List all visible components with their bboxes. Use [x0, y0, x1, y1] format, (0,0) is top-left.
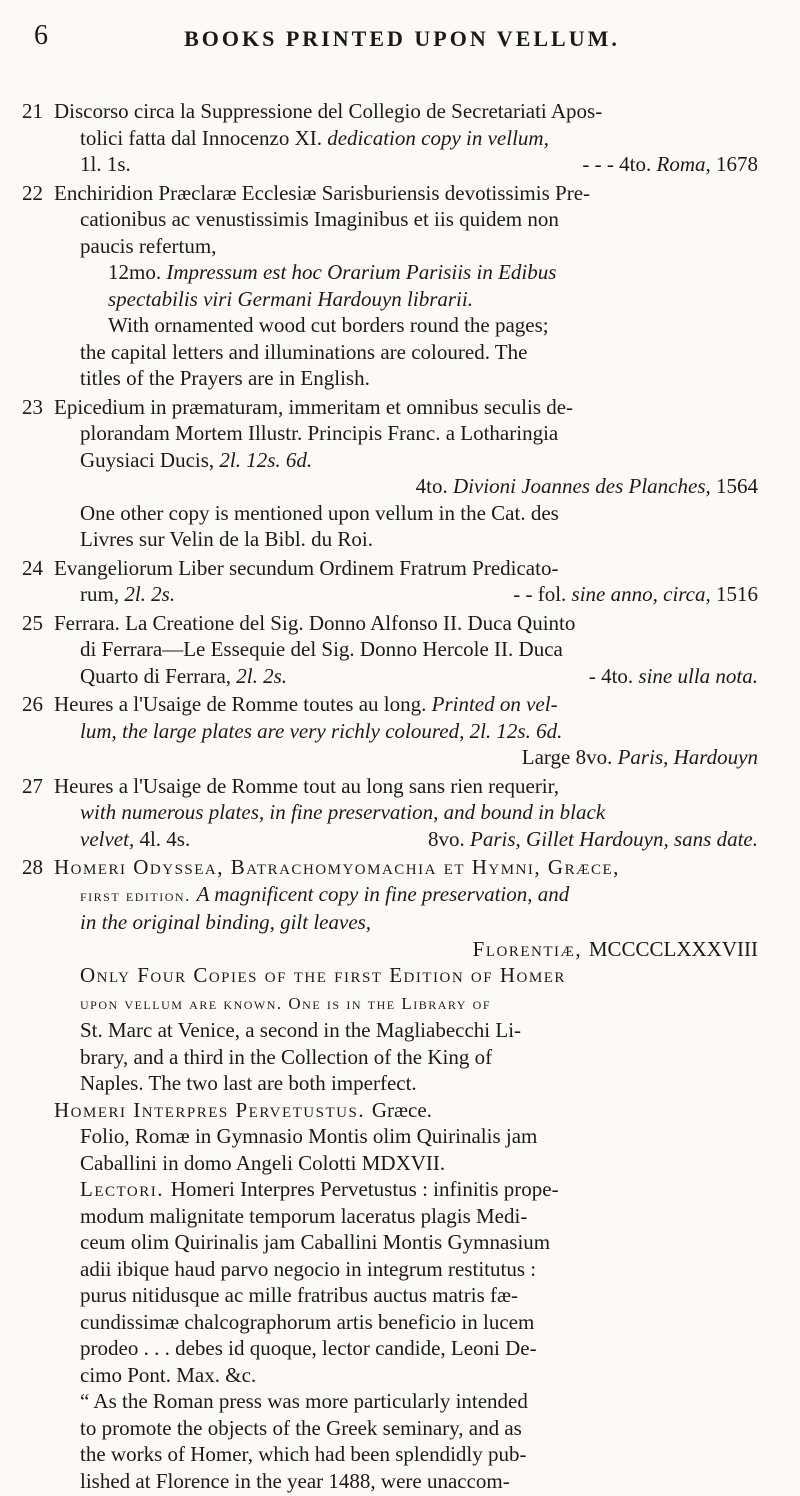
entry-place: Roma,	[656, 152, 711, 176]
note-line: cundissimæ chalcographorum artis beneficio in lucem	[80, 1309, 535, 1334]
note-line: Only Four Copies of the first Edition of Homer	[80, 963, 566, 987]
entry-format: 12mo.	[108, 260, 167, 284]
entry-price: 2l. 12s. 6d.	[219, 447, 313, 472]
catalogue-entry	[22, 773, 758, 853]
entry-format: 8vo.	[428, 826, 471, 851]
entry-format: 4to.	[415, 474, 453, 498]
note-line: ceum olim Quirinalis jam Caballini Montis Gymnasium	[80, 1230, 551, 1254]
entry-note: dedication copy in vellum,	[327, 125, 549, 150]
entry-number: 27	[22, 773, 43, 798]
entry-format: - - fol.	[513, 582, 572, 606]
entry-note: Printed on vel-	[431, 692, 558, 716]
catalogue-entry	[22, 180, 758, 392]
entry-text: Ferrara. La Creatione del Sig. Donno Alfonso II. Duca Quinto	[54, 610, 576, 635]
entry-imprint: Impressum est hoc Orarium Parisiis in Edibus	[166, 260, 557, 284]
note-line: brary, and a third in the Collection of the King of	[80, 1044, 493, 1069]
entry-note: A magnificent copy in fine preservation, and	[196, 881, 570, 906]
entry-text: cationibus ac venustissimis Imaginibus et iis quidem non	[80, 207, 559, 231]
catalogue-entry	[22, 555, 758, 608]
entry-number: 21	[22, 99, 43, 123]
entry-price: 4l. 4s.	[139, 826, 191, 851]
catalogue-entry	[22, 98, 758, 178]
entry-text: di Ferrara—Le Essequie del Sig. Donno Hercole II. Duca	[80, 637, 563, 661]
entry-year: 1678	[710, 152, 758, 176]
entry-imprint: Paris, Gillet Hardouyn, sans date.	[470, 826, 758, 851]
entry-note: velvet,	[80, 826, 140, 851]
entry-price: 1l. 1s.	[80, 152, 131, 176]
note-line: St. Marc at Venice, a second in the Magliabecchi Li-	[80, 1018, 522, 1042]
entry-text: first edition.	[80, 885, 197, 905]
note-line: Caballini in domo Angeli Colotti MDXVII.	[80, 1150, 446, 1175]
running-title: BOOKS PRINTED UPON VELLUM.	[184, 26, 620, 51]
note-line: Lectori.	[80, 1177, 171, 1201]
entry-imprint: Divioni Joannes des Planches,	[452, 474, 711, 498]
entry-year: MCCCCLXXXVIII	[588, 936, 758, 961]
page-number: 6	[34, 20, 49, 51]
entry-text: Enchiridion Præclaræ Ecclesiæ Sarisburiensis devotissimis Pre-	[54, 180, 591, 205]
copies-note	[54, 962, 758, 1097]
catalogue-entry	[22, 610, 758, 690]
entry-text: paucis refertum,	[80, 233, 217, 258]
entry-note: the capital letters and illuminations are coloured. The	[80, 339, 528, 364]
entry-note: With ornamented wood cut borders round the pages;	[108, 313, 549, 337]
catalogue-entry	[22, 394, 758, 553]
entry-year: 1516	[710, 582, 758, 606]
quote-line: to promote the objects of the Greek seminary, and as	[80, 1415, 522, 1440]
note-line: purus nitidusque ac mille fratribus auctus matris fæ-	[80, 1283, 518, 1307]
entry-text: tolici fatta dal Innocenzo XI.	[80, 125, 328, 150]
entry-imprint: Paris, Hardouyn	[617, 745, 758, 769]
note-line: prodeo . . . debes id quoque, lector candide, Leoni De-	[80, 1336, 537, 1360]
running-header	[34, 20, 770, 56]
entry-number: 26	[22, 692, 43, 716]
note-line: Folio, Romæ in Gymnasio Montis olim Quirinalis jam	[80, 1124, 538, 1148]
entry-text: Discorso circa la Suppressione del Collegio de Secretariati Apos-	[54, 99, 603, 123]
entry-note: in the original binding, gilt leaves,	[80, 910, 372, 934]
entry-format: - 4to.	[588, 663, 639, 688]
entry-year: 1564	[710, 474, 758, 498]
catalogue-entry	[22, 854, 758, 1494]
entry-text: Heures a l'Usaige de Romme tout au long sans rien requerir,	[54, 773, 560, 798]
entry-note: titles of the Prayers are in English.	[80, 366, 370, 390]
entry-imprint: Florentiæ,	[472, 936, 589, 961]
entry-text: Heures a l'Usaige de Romme toutes au long.	[54, 692, 432, 716]
entry-number: 28	[22, 855, 43, 879]
entry-note: with numerous plates, in fine preservation, and bound in black	[80, 800, 606, 824]
entry-number: 23	[22, 394, 43, 419]
entry-text: Homeri Odyssea, Batrachomyomachia et Hymni, Græce,	[54, 855, 620, 879]
entry-text: Guysiaci Ducis,	[80, 447, 220, 472]
entry-imprint: sine anno, circa,	[571, 582, 711, 606]
quote-line: “ As the Roman press was more particularly intended	[80, 1389, 528, 1413]
entry-number: 24	[22, 555, 43, 580]
entry-text: rum,	[80, 582, 125, 606]
entry-note: lum, the large plates are very richly coloured, 2l. 12s. 6d.	[80, 718, 563, 743]
entry-text: plorandam Mortem Illustr. Principis Franc. a Lotharingia	[80, 421, 559, 445]
quote-line: the works of Homer, which had been splendidly pub-	[80, 1442, 527, 1466]
sub-title: Græce.	[371, 1097, 432, 1122]
note-line: adii ibique haud parvo negocio in integrum restitutus :	[80, 1256, 537, 1281]
entry-note: Livres sur Velin de la Bibl. du Roi.	[80, 527, 374, 551]
catalogue-body	[22, 98, 758, 1496]
note-line: Naples. The two last are both imperfect.	[80, 1071, 417, 1095]
note-line: upon vellum are known. One is in the Library of	[80, 993, 491, 1013]
note-line: cimo Pont. Max. &c.	[80, 1362, 257, 1387]
entry-number: 22	[22, 180, 43, 205]
sub-title: Homeri Interpres Pervetustus.	[54, 1097, 372, 1122]
catalogue-entry	[22, 691, 758, 771]
entry-format: - - - 4to.	[582, 152, 657, 176]
note-line: modum malignitate temporum laceratus plagis Medi-	[80, 1203, 528, 1228]
entry-text: Epicedium in præmaturam, immeritam et omnibus seculis de-	[54, 394, 574, 419]
entry-imprint: sine ulla nota.	[638, 663, 758, 688]
entry-text: Quarto di Ferrara,	[80, 663, 237, 688]
note-line: Homeri Interpres Pervetustus : infinitis prope-	[170, 1177, 559, 1201]
entry-price: 2l. 2s.	[236, 663, 288, 688]
entry-text: Evangeliorum Liber secundum Ordinem Fratrum Predicato-	[54, 555, 559, 580]
entry-price: 2l. 2s.	[124, 582, 176, 606]
entry-format: Large 8vo.	[521, 745, 618, 769]
entry-number: 25	[22, 610, 43, 635]
entry-imprint: spectabilis viri Germani Hardouyn librarii.	[108, 286, 473, 311]
entry-note: One other copy is mentioned upon vellum in the Cat. des	[80, 500, 559, 525]
quote-line: lished at Florence in the year 1488, were unaccom-	[80, 1468, 510, 1493]
